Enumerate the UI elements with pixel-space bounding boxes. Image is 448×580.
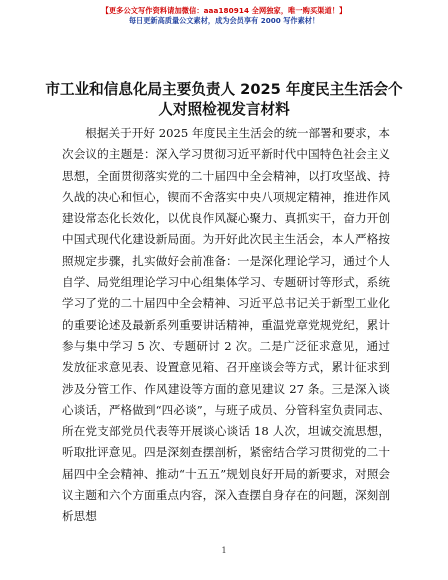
promo-banner-line-1: 【更多公文写作资料请加微信：aaa180914 全网独家，唯一购买渠道！】 xyxy=(101,6,347,15)
document-body xyxy=(62,123,390,528)
document-title: 市工业和信息化局主要负责人 2025 年度民主生活会个人对照检视发言材料 xyxy=(45,81,403,118)
promo-banner xyxy=(0,6,448,26)
body-paragraph: 根据关于开好 2025 年度民主生活会的统一部署和要求，本次会议的主题是：深入学习贯彻习近平新时代中国特色社会主义思想，全面贯彻落实党的二十届四中全会精神，以打攻坚战、持久战的决心和恒心，锲而不舍落实中央八项规定精神，推进作风建设常态化长效化，以优良作风凝心聚力、真抓实干，奋力开创中国式现代化建设新局面。为开好此次民主生活会，本人严格按照规定步骤，扎实做好会前准备：一是深化理论学习，通过个人自学、局党组理论学习中心组集体学习、专题研讨等形式，系统学习了党的二十届四中全会精神、习近平总书记关于新型工业化的重要论述及最新系列重要讲话精神，重温党章党规党纪，累计参与集中学习 5 次、专题研讨 2 次。二是广泛征求意见，通过发放征求意见表、设置意见箱、召开座谈会等方式，累计征求到涉及分管工作、作风建设等方面的意见建议 27 条。三是深入谈心谈话，严格做到“四必谈”，与班子成员、分管科室负责同志、所在党支部党员代表等开展谈心谈话 18 人次，坦诚交流思想，听取批评意见。四是深刻查摆剖析，紧密结合学习贯彻党的二十届四中全会精神、推动“十五五”规划良好开局的新要求，对照会议主题和六个方面重点内容，深入查摆自身存在的问题，深刻剖析思想 xyxy=(62,126,390,524)
promo-banner-line-2: 每日更新高质量公文素材，成为会员享有 2000 写作素材！ xyxy=(128,16,320,25)
page-number: 1 xyxy=(221,546,227,555)
